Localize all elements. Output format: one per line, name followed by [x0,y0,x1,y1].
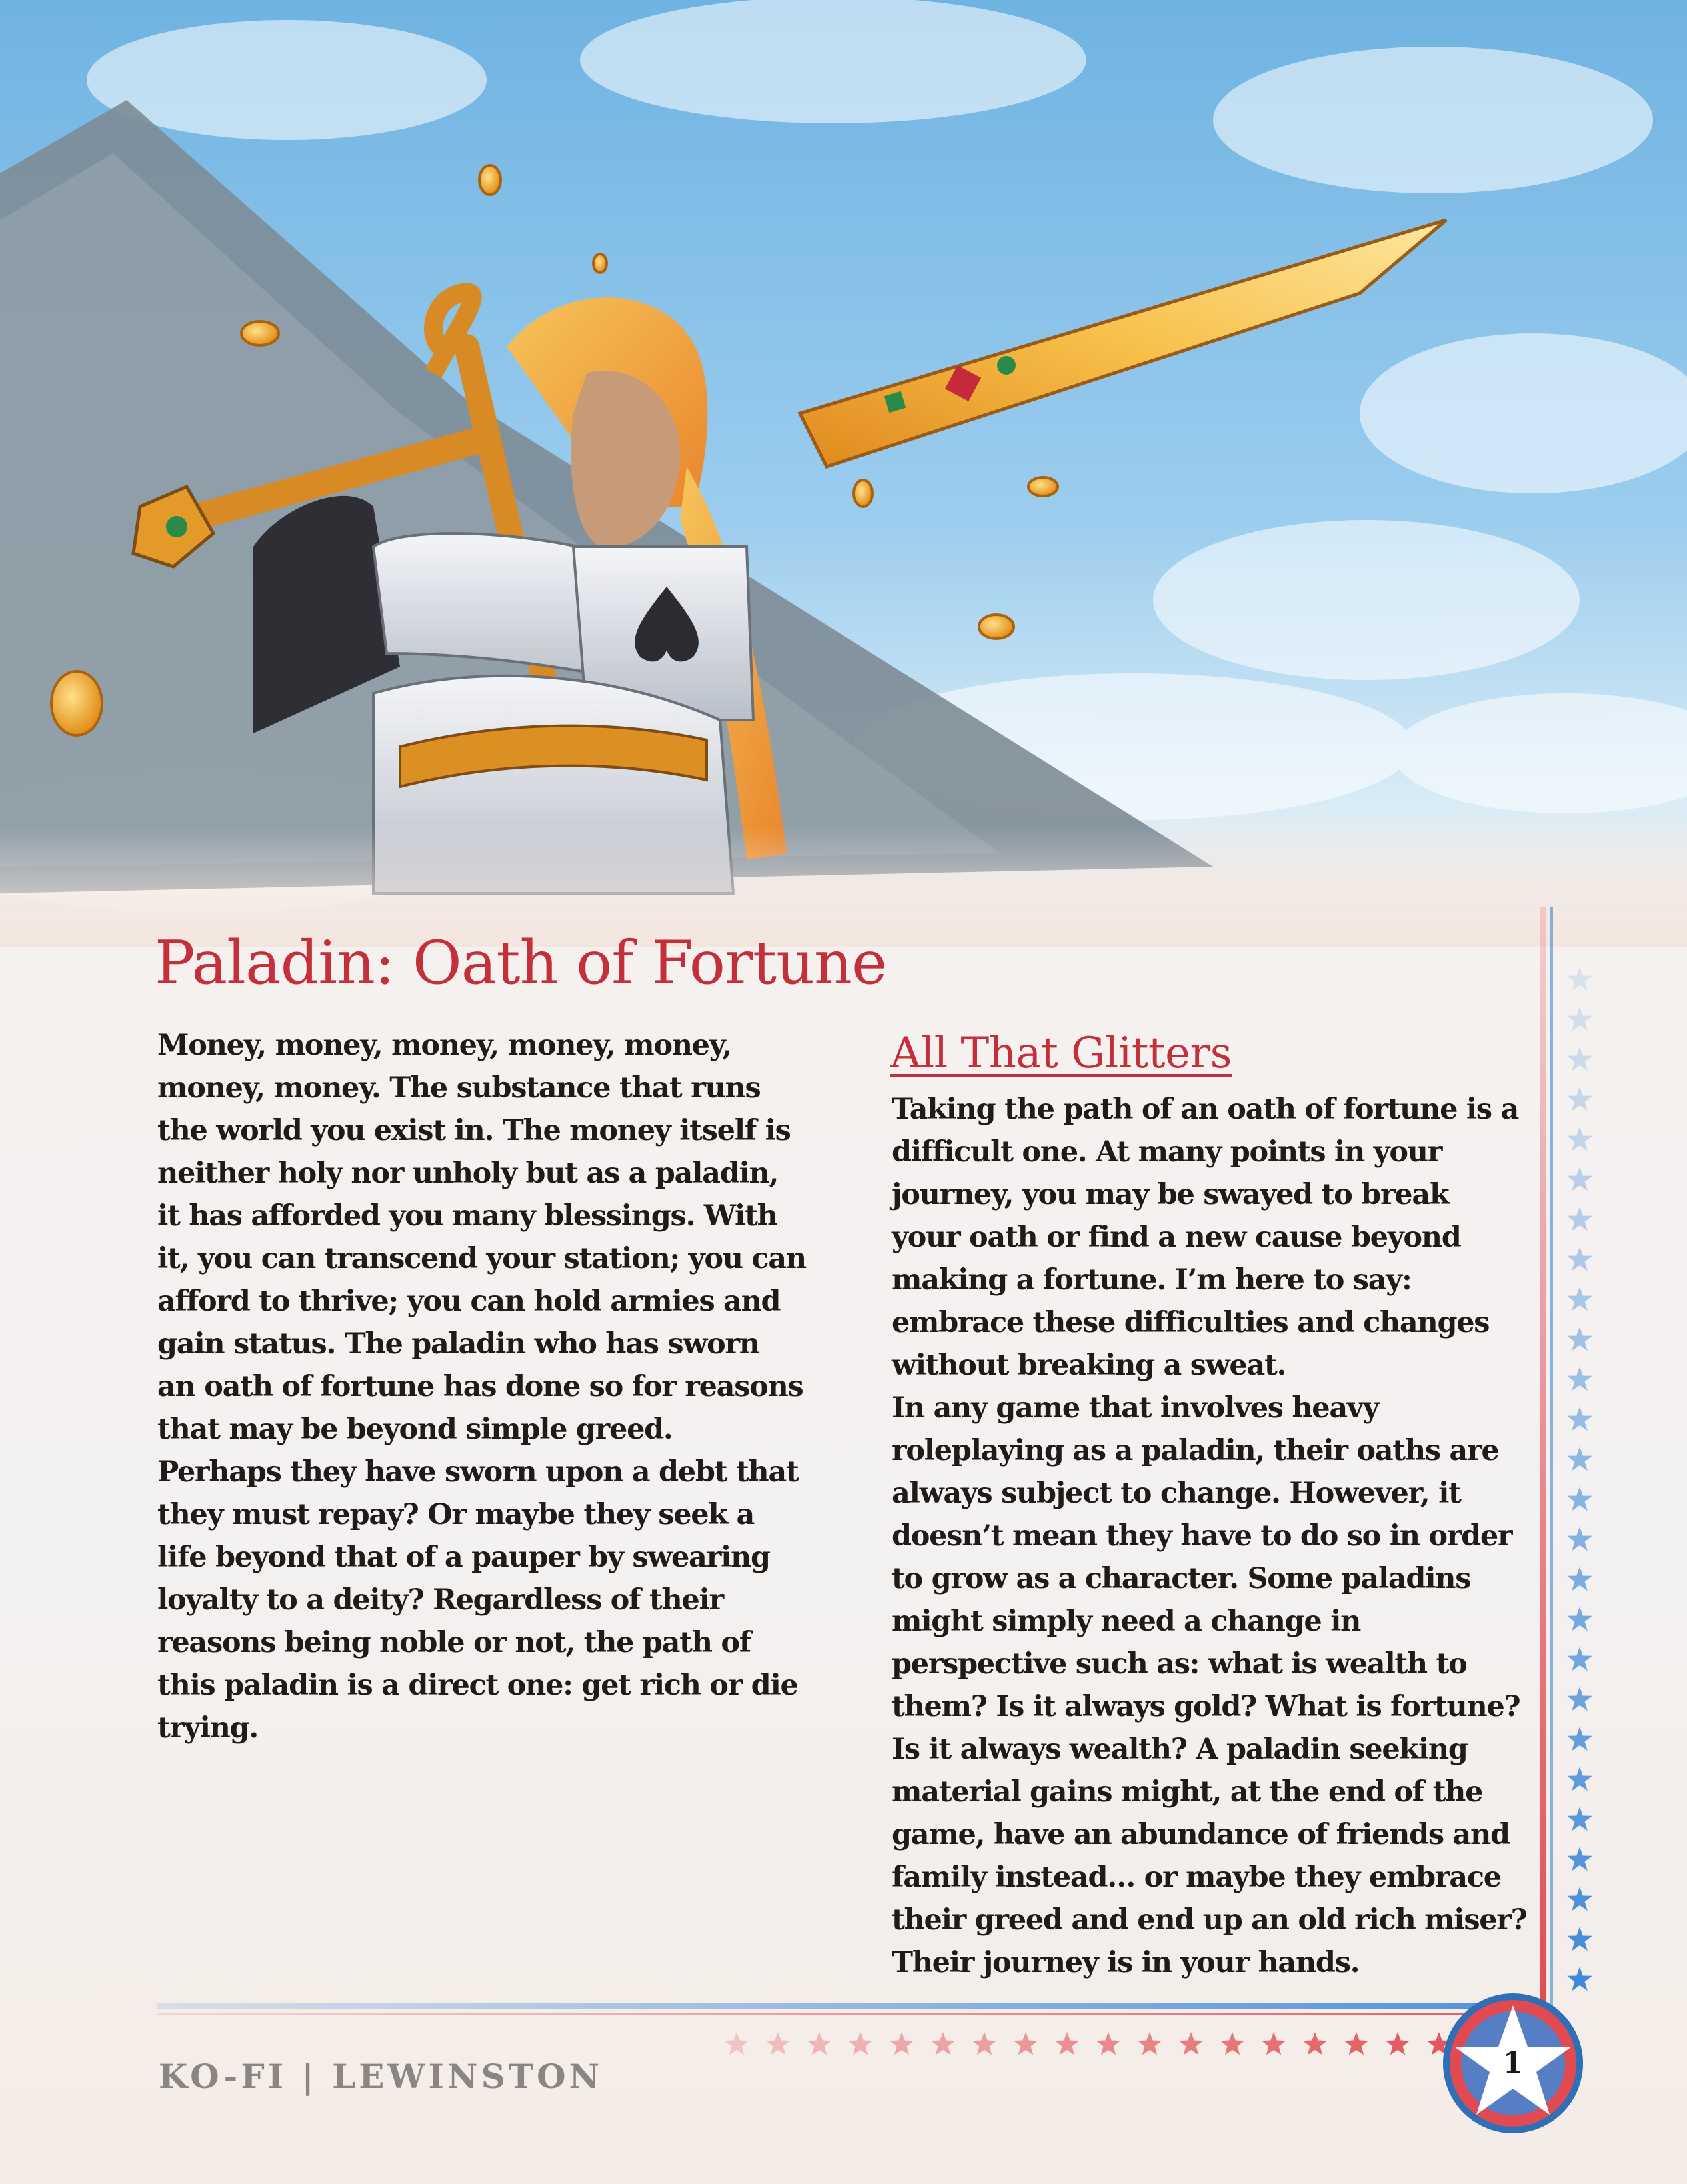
ribbon-star-icon [1567,1647,1592,1671]
footer-credit: KO-FI | LEWINSTON [159,2057,603,2096]
ribbon-star-icon [1096,2032,1120,2055]
intro-paragraph: Money, money, money, money, money, money, money. The substance that runs the world you exist in. The money itself is neither holy nor unholy but as a paladin, it has afforded you many blessings. With it, you can transcend your station; you can afford to thrive; you can hold armies and gain status. The paladin who has sworn an oath of fortune has done so for reasons that may be beyond simple greed. Perhaps they have sworn upon a debt that they must repay? Or maybe they seek a life beyond that of a pauper by swearing loyalty to a deity? Regardless of their reasons being noble or not, the path of this paladin is a direct one: get rich or die trying. [157,1029,806,1745]
ribbon-star-icon [1567,1367,1592,1391]
ribbon-star-icon [1567,1167,1592,1191]
ribbon-star-icon [1567,1487,1592,1511]
ribbon-star-icon [1567,1087,1592,1111]
ribbon-star-icon [1567,1407,1592,1431]
ribbon-star-icon [1567,1567,1592,1591]
section-heading: All That Glitters [890,1029,1232,1078]
ribbon-star-icon [1014,2032,1038,2055]
ribbon-star-icon [1567,1887,1592,1911]
ribbon-star-icon [1567,1607,1592,1631]
ribbon-star-icon [1567,967,1592,991]
ribbon-star-icon [1567,1727,1592,1751]
ribbon-star-icon [1138,2032,1162,2055]
ribbon-star-icon [1055,2032,1079,2055]
ribbon-star-icon [972,2032,996,2055]
ribbon-star-icon [1567,1927,1592,1951]
ribbon-star-icon [1220,2032,1244,2055]
ribbon-star-icon [890,2032,914,2055]
ribbon-star-icon [1567,1247,1592,1271]
ribbon-star-icon [1567,1447,1592,1471]
star-icon [1567,967,1592,1991]
section-paragraph: Taking the path of an oath of fortune is a difficult one. At many points in your journey, you may be swayed to break your oath or find a new cause beyond making a fortune. I’m here to say: embrace these difficulties and changes without breaking a sweat. In any game that involves heavy roleplaying as a paladin, their oaths are always subject to change. However, it doesn’t mean they have to do so in order to grow as a character. Some paladins might simply need a change in perspective such as: what is wealth to them? Is it always gold? What is fortune? Is it always wealth? A paladin seeking material gains might, at the end of the game, have an abundance of friends and family instead… or maybe they embrace their greed and end up an old rich miser? Their journey is in your hands. [892,1093,1527,1979]
ribbon-star-icon [1303,2032,1327,2055]
ribbon-star-icon [725,2032,749,2055]
ribbon-star-icon [1567,1767,1592,1791]
ribbon-star-icon [1567,1527,1592,1551]
ribbon-star-icon [1567,1847,1592,1871]
ribbon-star-icon [1567,1687,1592,1711]
ribbon-star-icon [1567,1807,1592,1831]
ribbon-star-icon [1567,1047,1592,1071]
ribbon-star-icon [1179,2032,1203,2055]
ribbon-star-icon [931,2032,955,2055]
ribbon-star-icon [1567,1207,1592,1231]
page-number: 1 [1502,2046,1524,2080]
ribbon-star-icon [766,2032,790,2055]
ribbon-star-icon [1567,1327,1592,1351]
ribbon-star-icon [1344,2032,1368,2055]
ribbon-star-icon [1386,2032,1410,2055]
ribbon-star-icon [848,2032,872,2055]
ribbon-star-icon [1567,1007,1592,1031]
ribbon-star-icon [1567,1127,1592,1151]
ribbon-star-icon [1567,1287,1592,1311]
star-icon [725,2032,1451,2055]
ribbon-star-icon [1262,2032,1286,2055]
hero-illustration [0,0,1687,947]
ribbon-star-icon [807,2032,831,2055]
page-title: Paladin: Oath of Fortune [155,928,887,998]
